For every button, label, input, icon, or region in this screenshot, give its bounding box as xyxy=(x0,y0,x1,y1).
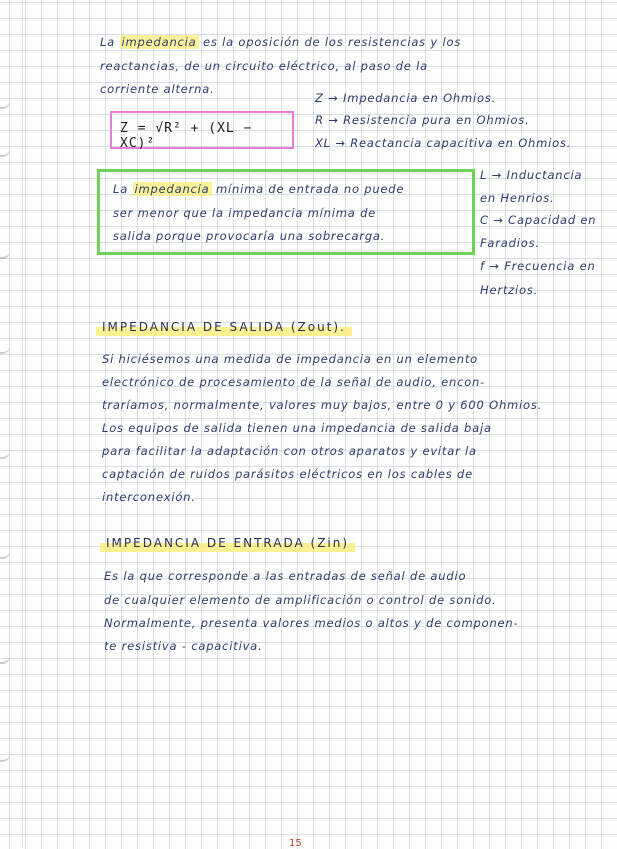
note-line-3: salida porque provocaría una sobrecarga. xyxy=(113,229,386,243)
note-line-2: ser menor que la impedancia mínima de xyxy=(113,206,377,220)
intro-line-2: reactancias, de un circuito eléctrico, al paso de la xyxy=(100,59,428,73)
binder-hole-mark xyxy=(0,248,10,259)
note-text: mínima de entrada no puede xyxy=(215,182,405,196)
section2-line: Es la que corresponde a las entradas de señal de audio xyxy=(104,569,467,583)
page-number: 15 xyxy=(289,838,302,849)
binder-hole-mark xyxy=(0,653,10,664)
highlighted-term: impedancia xyxy=(134,182,210,196)
intro-line-3: corriente alterna. xyxy=(100,82,215,96)
margin-line xyxy=(22,0,23,848)
definition-l: L → Inductancia xyxy=(480,168,583,182)
section1-line: captación de ruidos parásitos eléctricos en los cables de xyxy=(102,467,474,481)
definition-z: Z → Impedancia en Ohmios. xyxy=(315,91,497,105)
section2-line: Normalmente, presenta valores medios o altos y de componen- xyxy=(104,616,519,630)
section1-line: traríamos, normalmente, valores muy bajos, entre 0 y 600 Ohmios. xyxy=(102,398,543,412)
definition-c-unit: Faradios. xyxy=(480,236,540,250)
note-text: La xyxy=(113,182,129,196)
definition-l-unit: en Henrios. xyxy=(480,191,555,205)
section-heading-text: IMPEDANCIA DE ENTRADA (Zin) xyxy=(106,536,350,550)
binder-hole-mark xyxy=(0,343,10,354)
definition-f-unit: Hertzios. xyxy=(480,283,539,297)
section1-line: interconexión. xyxy=(102,490,196,504)
formula-box xyxy=(110,111,294,149)
highlighted-term: impedancia xyxy=(121,35,197,49)
intro-text: es la oposición de los resistencias y los xyxy=(202,35,462,49)
section-heading-text: IMPEDANCIA DE SALIDA (Zout). xyxy=(102,320,346,334)
binder-hole-mark xyxy=(0,448,10,459)
definition-xl: XL → Reactancia capacitiva en Ohmios. xyxy=(315,136,572,150)
section-heading-input-impedance xyxy=(106,536,349,550)
definition-f: f → Frecuencia en xyxy=(480,259,596,273)
note-line-1 xyxy=(113,182,404,196)
section1-line: electrónico de procesamiento de la señal de audio, encon- xyxy=(102,375,486,389)
intro-line-1 xyxy=(100,35,461,49)
section2-line: te resistiva - capacitiva. xyxy=(104,639,263,653)
impedance-formula: Z = √R² + (XL − XC)² xyxy=(120,121,253,151)
section1-line: para facilitar la adaptación con otros aparatos y evitar la xyxy=(102,444,477,458)
section1-line: Si hiciésemos una medida de impedancia en un elemento xyxy=(102,352,479,366)
section1-line: Los equipos de salida tienen una impedancia de salida baja xyxy=(102,421,492,435)
intro-text: La xyxy=(100,35,116,49)
binder-hole-mark xyxy=(0,98,10,109)
definition-c: C → Capacidad en xyxy=(480,213,597,227)
section-heading-output-impedance xyxy=(102,320,346,334)
section2-line: de cualquier elemento de amplificación o control de sonido. xyxy=(104,593,497,607)
definition-r: R → Resistencia pura en Ohmios. xyxy=(315,113,530,127)
binder-hole-mark xyxy=(0,548,10,559)
binder-hole-mark xyxy=(0,751,10,762)
binder-hole-mark xyxy=(0,146,10,157)
